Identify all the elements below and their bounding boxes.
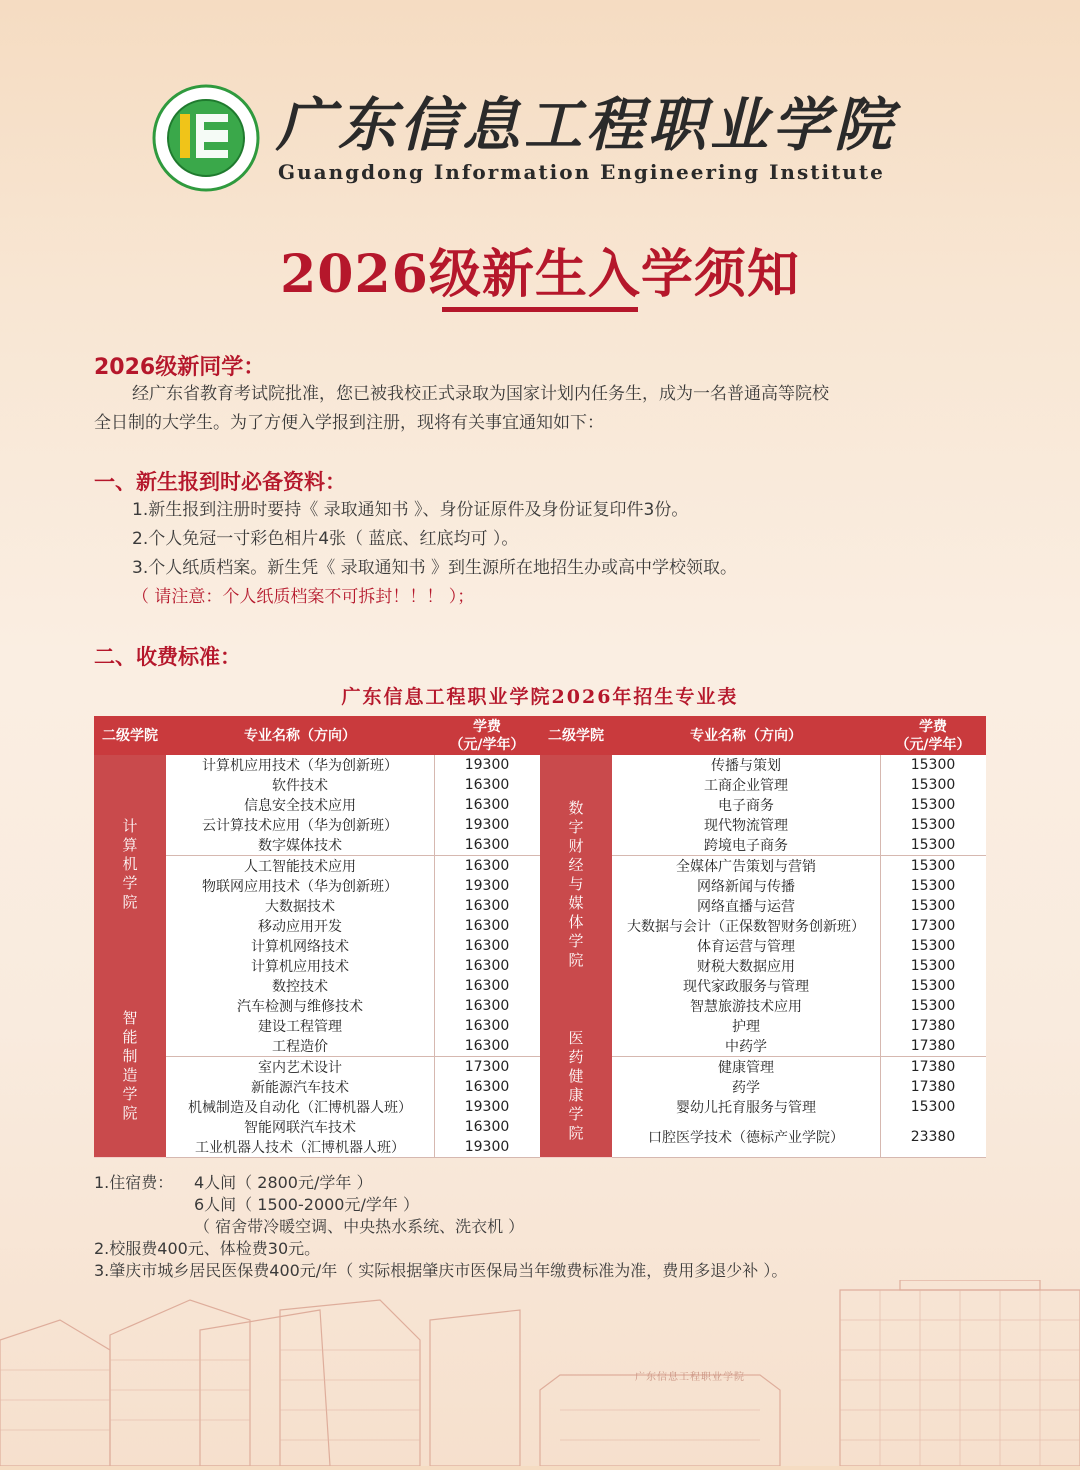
tuition-fee: 16300 xyxy=(464,937,510,954)
tuition-fee: 16300 xyxy=(464,1038,510,1055)
major-name: 软件技术 xyxy=(166,775,435,795)
tuition-fee: 16300 xyxy=(464,917,510,934)
major-name: 现代物流管理 xyxy=(612,815,881,835)
header-dept: 二级学院 xyxy=(540,716,612,755)
table-row xyxy=(612,835,986,856)
major-name: 体育运营与管理 xyxy=(612,936,881,956)
table-row xyxy=(166,1097,540,1118)
tuition-fee: 15300 xyxy=(910,757,956,774)
table-row xyxy=(612,856,986,877)
major-name: 工程造价 xyxy=(166,1036,435,1056)
tuition-fee: 17300 xyxy=(464,1058,510,1075)
major-name: 网络新闻与传播 xyxy=(612,876,881,896)
dept-cell xyxy=(94,976,166,1158)
tuition-fee: 15300 xyxy=(910,978,956,995)
header-major: 专业名称（方向） xyxy=(166,716,434,755)
table-row xyxy=(166,1016,540,1037)
tuition-fee: 15300 xyxy=(910,937,956,954)
building-sign: 广东信息工程职业学院 xyxy=(635,1372,745,1383)
tuition-fee: 16300 xyxy=(464,958,510,975)
fee-medical-insurance: 3.肇庆市城乡居民医保费400元/年（ 实际根据肇庆市医保局当年缴费标准为准，费用多退少补 ）。 xyxy=(94,1261,788,1280)
major-name: 智能网联汽车技术 xyxy=(166,1117,435,1137)
dept-name: 智能制造学院 xyxy=(120,1009,139,1124)
table-row xyxy=(166,775,540,796)
table-row xyxy=(166,795,540,816)
table-row xyxy=(166,1057,540,1078)
fee-uniform: 2.校服费400元、体检费30元。 xyxy=(94,1239,321,1258)
table-row xyxy=(166,835,540,856)
table-row xyxy=(166,996,540,1017)
major-name: 数字媒体技术 xyxy=(166,835,435,855)
major-name: 全媒体广告策划与营销 xyxy=(612,856,881,876)
major-name: 网络直播与运营 xyxy=(612,896,881,916)
major-name: 工业机器人技术（汇博机器人班） xyxy=(166,1137,435,1157)
tuition-fee: 19300 xyxy=(464,817,510,834)
major-name: 财税大数据应用 xyxy=(612,956,881,976)
major-name: 大数据与会计（正保数智财务创新班） xyxy=(612,916,881,936)
major-name: 物联网应用技术（华为创新班） xyxy=(166,876,435,896)
major-name: 口腔医学技术（德标产业学院） xyxy=(612,1117,881,1157)
school-logo xyxy=(152,84,260,192)
table-row xyxy=(166,916,540,937)
table-row xyxy=(612,996,986,1017)
tuition-fee: 17380 xyxy=(910,1018,956,1035)
tuition-fee: 15300 xyxy=(910,897,956,914)
table-row xyxy=(612,1016,986,1037)
tuition-fee: 19300 xyxy=(464,877,510,894)
tuition-fee: 17380 xyxy=(910,1038,956,1055)
header-major: 专业名称（方向） xyxy=(612,716,880,755)
title-underline xyxy=(442,307,638,312)
table-row xyxy=(166,976,540,997)
major-name: 移动应用开发 xyxy=(166,916,435,936)
tuition-fee: 15300 xyxy=(910,857,956,874)
tuition-fee: 19300 xyxy=(464,1098,510,1115)
dorm-facilities: （ 宿舍带冷暖空调、中央热水系统、洗衣机 ） xyxy=(194,1217,525,1236)
major-name: 护理 xyxy=(612,1016,881,1036)
dept-cell xyxy=(94,755,166,977)
campus-skyline-illustration xyxy=(0,1280,1080,1466)
table-row xyxy=(166,1137,540,1158)
major-name: 数控技术 xyxy=(166,976,435,996)
tuition-fee: 16300 xyxy=(464,777,510,794)
header-fee-line2: （元/学年） xyxy=(449,736,525,753)
major-name: 建设工程管理 xyxy=(166,1016,435,1036)
tuition-fee: 19300 xyxy=(464,757,510,774)
major-name: 中药学 xyxy=(612,1036,881,1056)
requirement-item-3: 3.个人纸质档案。新生凭《 录取通知书 》到生源所在地招生办或高中学校领取。 xyxy=(132,558,738,578)
table-caption: 广东信息工程职业学院2026年招生专业表 xyxy=(341,686,739,708)
table-row xyxy=(166,936,540,957)
header-fee-line1: 学费 xyxy=(919,718,947,735)
tuition-fee: 15300 xyxy=(910,837,956,854)
tuition-fee: 17380 xyxy=(910,1078,956,1095)
intro-line-1: 经广东省教育考试院批准，您已被我校正式录取为国家计划内任务生，成为一名普通高等院校 xyxy=(132,384,829,404)
table-row xyxy=(612,775,986,796)
table-row xyxy=(612,916,986,937)
major-name: 计算机应用技术（华为创新班） xyxy=(166,755,435,775)
major-name: 室内艺术设计 xyxy=(166,1057,435,1077)
page-title: 2026级新生入学须知 xyxy=(280,244,800,305)
table-row xyxy=(612,876,986,897)
tuition-fee: 15300 xyxy=(910,817,956,834)
dept-cell xyxy=(540,755,612,1017)
table-row xyxy=(166,815,540,836)
major-name: 传播与策划 xyxy=(612,755,881,775)
school-name-cn: 广东信息工程职业学院 xyxy=(276,91,897,159)
header-dept: 二级学院 xyxy=(94,716,166,755)
table-row xyxy=(612,1077,986,1098)
section1-heading: 一、新生报到时必备资料： xyxy=(94,470,346,494)
header-fee xyxy=(434,716,540,755)
archive-note: （ 请注意：个人纸质档案不可拆封！！！ ）； xyxy=(132,587,475,607)
tuition-fee: 15300 xyxy=(910,777,956,794)
major-name: 智慧旅游技术应用 xyxy=(612,996,881,1016)
tuition-fee: 23380 xyxy=(910,1128,956,1145)
major-name: 计算机应用技术 xyxy=(166,956,435,976)
tuition-fee: 16300 xyxy=(464,837,510,854)
dept-name: 医药健康学院 xyxy=(566,1029,585,1144)
major-name: 汽车检测与维修技术 xyxy=(166,996,435,1016)
table-row xyxy=(166,876,540,897)
tuition-fee: 16300 xyxy=(464,1018,510,1035)
tuition-fee: 16300 xyxy=(464,897,510,914)
table-row xyxy=(612,755,986,776)
tuition-fee: 16300 xyxy=(464,1118,510,1135)
major-name: 信息安全技术应用 xyxy=(166,795,435,815)
major-name: 现代家政服务与管理 xyxy=(612,976,881,996)
section2-heading: 二、收费标准： xyxy=(94,645,241,669)
table-row xyxy=(612,815,986,836)
major-name: 计算机网络技术 xyxy=(166,936,435,956)
tuition-fee: 16300 xyxy=(464,998,510,1015)
table-row xyxy=(612,1097,986,1118)
tuition-fee: 17300 xyxy=(910,917,956,934)
intro-line-2: 全日制的大学生。为了方便入学报到注册，现将有关事宜通知如下： xyxy=(94,413,604,433)
table-row xyxy=(612,1057,986,1078)
tuition-fee: 16300 xyxy=(464,857,510,874)
tuition-fee: 15300 xyxy=(910,877,956,894)
tuition-fee: 15300 xyxy=(910,1098,956,1115)
table-row xyxy=(612,956,986,977)
dept-name: 计算机学院 xyxy=(120,818,139,914)
major-name: 新能源汽车技术 xyxy=(166,1077,435,1097)
tuition-fee: 16300 xyxy=(464,978,510,995)
major-name: 健康管理 xyxy=(612,1057,881,1077)
school-name-en: Guangdong Information Engineering Institute xyxy=(278,160,885,184)
tuition-fee: 15300 xyxy=(910,797,956,814)
table-row xyxy=(612,1117,986,1158)
major-name: 电子商务 xyxy=(612,795,881,815)
major-name: 机械制造及自动化（汇博机器人班） xyxy=(166,1097,435,1117)
tuition-fee: 15300 xyxy=(910,998,956,1015)
table-row xyxy=(166,755,540,776)
tuition-fee: 19300 xyxy=(464,1138,510,1155)
major-name: 大数据技术 xyxy=(166,896,435,916)
table-row xyxy=(612,896,986,917)
requirement-item-2: 2.个人免冠一寸彩色相片4张（ 蓝底、红底均可 ）。 xyxy=(132,529,519,549)
table-row xyxy=(612,1036,986,1057)
tuition-fee: 16300 xyxy=(464,1078,510,1095)
fee-accommodation-label: 1.住宿费： xyxy=(94,1173,174,1192)
greeting: 2026级新同学： xyxy=(94,355,266,380)
fee-accommodation-6p: 6人间（ 1500-2000元/学年 ） xyxy=(194,1195,419,1214)
table-row xyxy=(166,856,540,877)
table-row xyxy=(166,1077,540,1098)
major-name: 药学 xyxy=(612,1077,881,1097)
major-name: 工商企业管理 xyxy=(612,775,881,795)
table-row xyxy=(166,956,540,977)
major-name: 人工智能技术应用 xyxy=(166,856,435,876)
dept-name: 数字财经与媒体学院 xyxy=(566,800,585,972)
table-row xyxy=(166,1036,540,1057)
fee-accommodation-4p: 4人间（ 2800元/学年 ） xyxy=(194,1173,373,1192)
header-fee xyxy=(880,716,986,755)
table-row xyxy=(612,936,986,957)
dept-cell xyxy=(540,1016,612,1158)
major-name: 云计算技术应用（华为创新班） xyxy=(166,815,435,835)
requirement-item-1: 1.新生报到注册时要持《 录取通知书 》、身份证原件及身份证复印件3份。 xyxy=(132,500,689,520)
table-row xyxy=(166,1117,540,1138)
major-name: 跨境电子商务 xyxy=(612,835,881,855)
tuition-fee: 15300 xyxy=(910,958,956,975)
header-fee-line1: 学费 xyxy=(473,718,501,735)
tuition-fee: 17380 xyxy=(910,1058,956,1075)
table-row xyxy=(612,795,986,816)
major-name: 婴幼儿托育服务与管理 xyxy=(612,1097,881,1117)
tuition-fee: 16300 xyxy=(464,797,510,814)
table-row xyxy=(612,976,986,997)
table-row xyxy=(166,896,540,917)
header-fee-line2: （元/学年） xyxy=(895,736,971,753)
